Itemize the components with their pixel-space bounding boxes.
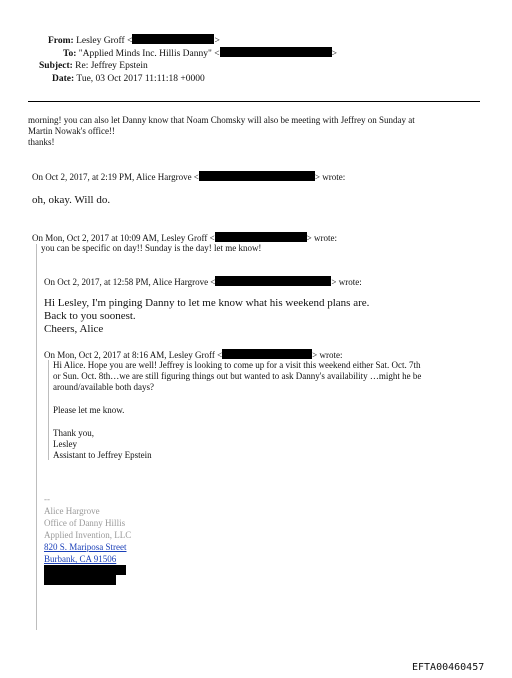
- subject-label: Subject:: [39, 61, 73, 71]
- quote4-bar: [48, 360, 49, 460]
- to-label: To:: [63, 49, 77, 59]
- quote1-attribution: [32, 171, 345, 183]
- from-label: From:: [48, 36, 74, 46]
- quote4-line-2: or Sun. Oct. 8th…we are still figuring things out but wanted to ask Danny's availability …might he be: [53, 371, 422, 381]
- quote1-attribution-text: On Oct 2, 2017, at 2:19 PM, Alice Hargrove <: [32, 172, 199, 182]
- redaction-block: [44, 565, 126, 575]
- date-value: Tue, 03 Oct 2017 11:11:18 +0000: [76, 74, 205, 84]
- body-line-1: morning! you can also let Danny know that Noam Chomsky will also be meeting with Jeffrey on Sunday at: [28, 115, 415, 125]
- quote4-wrote: > wrote:: [312, 350, 343, 360]
- header-to: [63, 47, 337, 60]
- quote1-text: oh, okay. Will do.: [32, 194, 111, 206]
- body-line-3: thanks!: [28, 137, 55, 147]
- from-close: >: [214, 36, 220, 46]
- body-line-2: Martin Nowak's office!!: [28, 126, 115, 136]
- signature-office: Office of Danny Hillis: [44, 518, 126, 528]
- quote3-line-1: Hi Lesley, I'm pinging Danny to let me know what his weekend plans are.: [44, 297, 370, 309]
- quote2-text: you can be specific on day!! Sunday is the day! let me know!: [41, 243, 262, 253]
- quote2-bar: [36, 244, 37, 630]
- quote4-line-6: Lesley: [53, 439, 77, 449]
- signature-street-link[interactable]: 820 S. Mariposa Street: [44, 542, 127, 552]
- redaction-block: [215, 276, 331, 286]
- quote2-wrote: > wrote:: [306, 233, 337, 243]
- redaction-block: [132, 34, 214, 44]
- signature-dashes: --: [44, 494, 50, 504]
- quote4-line-5: Thank you,: [53, 428, 94, 438]
- signature-city-link[interactable]: Burbank, CA 91506: [44, 554, 117, 564]
- date-label: Date:: [52, 74, 75, 84]
- header-divider: [28, 101, 480, 102]
- subject-value: Re: Jeffrey Epstein: [75, 61, 148, 71]
- quote4-line-3: around/available both days?: [53, 382, 154, 392]
- quote3-line-2: Back to you soonest.: [44, 310, 136, 322]
- header-from: [48, 34, 220, 47]
- quote2-attribution-text: On Mon, Oct 2, 2017 at 10:09 AM, Lesley Groff <: [32, 233, 215, 243]
- signature-name: Alice Hargrove: [44, 506, 100, 516]
- signature-company: Applied Invention, LLC: [44, 530, 132, 540]
- quote4-line-1: Hi Alice. Hope you are well! Jeffrey is looking to come up for a visit this weekend either Sat. Oct. 7th: [53, 360, 421, 370]
- quote3-attribution: [44, 276, 362, 288]
- quote3-line-3: Cheers, Alice: [44, 323, 104, 335]
- redaction-block: [44, 575, 116, 585]
- redaction-block: [199, 171, 315, 181]
- redaction-block: [222, 349, 312, 359]
- to-value: "Applied Minds Inc. Hillis Danny" <: [78, 49, 220, 59]
- redaction-block: [220, 47, 332, 57]
- quote1-wrote: > wrote:: [314, 172, 346, 182]
- from-value: Lesley Groff <: [76, 36, 133, 46]
- header-subject: [39, 60, 148, 72]
- redaction-block: [215, 232, 307, 242]
- quote4-attribution-text: On Mon, Oct 2, 2017 at 8:16 AM, Lesley Groff <: [44, 350, 223, 360]
- to-close: >: [331, 49, 337, 59]
- quote3-wrote: > wrote:: [331, 277, 362, 287]
- document-id: EFTA00460457: [412, 662, 485, 673]
- header-date: [52, 73, 205, 85]
- quote4-line-7: Assistant to Jeffrey Epstein: [53, 450, 152, 460]
- quote4-line-4: Please let me know.: [53, 405, 125, 415]
- quote3-attribution-text: On Oct 2, 2017, at 12:58 PM, Alice Hargrove <: [44, 277, 216, 287]
